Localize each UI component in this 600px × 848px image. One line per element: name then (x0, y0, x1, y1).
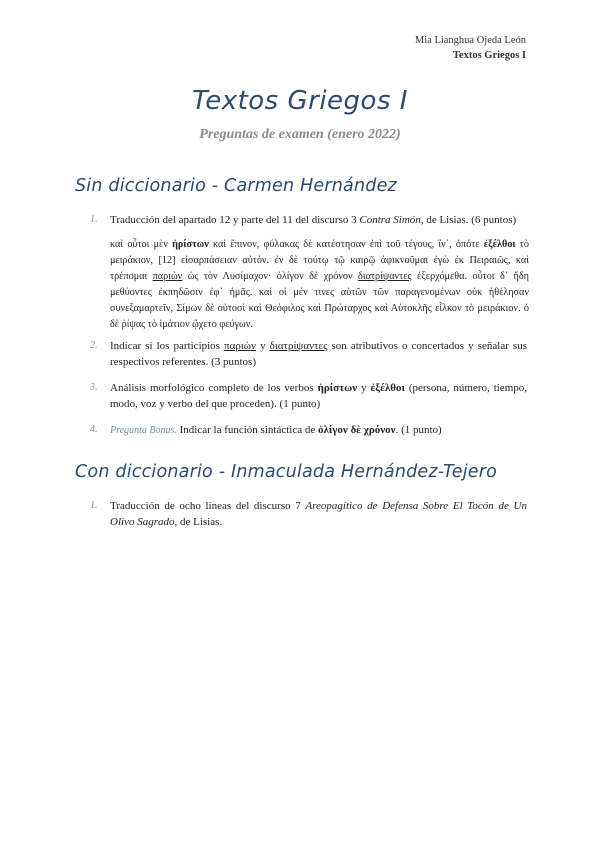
question-text (110, 422, 527, 439)
question-1 (90, 212, 527, 228)
greek-underlined: παριὼν (224, 340, 257, 352)
question-text-part: . (1 punto) (395, 424, 442, 436)
question-text-part: son atributivos o concertados y señalar sus respectivos referentes. (3 puntos) (110, 340, 527, 368)
question-2 (90, 338, 527, 370)
question-text-part: Traducción de ocho líneas del discurso 7 (110, 500, 306, 512)
question-number: 1. (90, 214, 98, 225)
greek-text: καὶ οὗτοι μὲν (110, 239, 173, 250)
question-text (110, 212, 527, 228)
question-text-part: y (256, 340, 270, 352)
greek-underlined: διατρίψαντες (269, 340, 328, 352)
greek-highlight: ὀλίγον δὲ χρόνον (317, 424, 396, 436)
greek-highlight: ἠρίστων (317, 382, 358, 394)
question-3 (90, 380, 527, 412)
question-text (110, 338, 527, 370)
course-name: Textos Griegos I (452, 50, 526, 61)
page-header (415, 33, 526, 63)
bonus-label: Pregunta Bonus. (110, 425, 177, 436)
greek-underlined: διατρίψαντες (358, 271, 412, 282)
question-text-part: , de Lisias. (174, 516, 223, 528)
greek-passage (110, 237, 529, 333)
question-text (110, 380, 527, 412)
question-text-part: y (357, 382, 371, 394)
greek-text: καὶ ἔπινον, φύλακας δὲ κατέστησαν ἐπὶ τοῦ τέγους, ἵν᾽, ὁπότε (208, 239, 484, 250)
greek-highlight: ἐξέλθοι (483, 239, 516, 250)
greek-highlight: ἐξέλθοι (370, 382, 405, 394)
greek-text: ἐξερχόμεθα. οὗτοι δ᾽ ἤδη μεθύοντες ἐκπηδῶσιν ἐφ᾽ ἡμᾶς. καὶ οἱ μέν τινες αὐτῶν τῶν παραγενομένων οὐκ ἠθέλησαν συνεξαμαρτεῖν, Σίμων δὲ οὑτοσὶ καὶ Θεόφιλος καὶ Πρώταρχος καὶ Αὐτοκλῆς εἷλκον τὸ μειράκιον. ὁ δὲ ῥίψας τὸ ἱμάτιον ᾤχετο φεύγων. (110, 271, 530, 330)
question-text-part: , de Lisias. (6 puntos) (420, 214, 517, 226)
greek-highlight: ἠρίστων (172, 239, 209, 250)
question-text (110, 498, 527, 530)
question-number: 3. (90, 382, 98, 393)
work-title: Areopagítico de Defensa Sobre El Tocón de Un Olivo Sagrado (110, 500, 527, 528)
question-text-part: Análisis morfológico completo de los verbos (110, 382, 318, 394)
greek-underlined: παριὼν (152, 271, 183, 282)
author-name: Mia Lianghua Ojeda León (414, 35, 526, 46)
question-text-part: Indicar la función sintáctica de (176, 424, 318, 436)
question-number: 2. (90, 340, 98, 351)
question-text-part: (persona, número, tiempo, modo, voz y verbo del que proceden). (1 punto) (110, 382, 527, 410)
greek-text: τὸ μειράκιον, [12] εἰσαρπάσειαν αὐτόν. ἐν δὲ τούτῳ τῷ καιρῷ ἀφικνοῦμαι ἐγὼ ἐκ Πειραιῶς, καὶ τρέπομαι (110, 239, 529, 282)
section-title-sin-diccionario: Sin diccionario - Carmen Hernández (75, 176, 397, 196)
question-2-1 (90, 498, 527, 530)
work-title: Contra Simón (359, 214, 421, 226)
document-subtitle: Preguntas de examen (enero 2022) (199, 127, 401, 142)
question-number: 4. (90, 424, 98, 435)
section-title-con-diccionario: Con diccionario - Inmaculada Hernández-Tejero (75, 462, 498, 482)
question-4-bonus (90, 422, 527, 439)
greek-text: ὡς τὸν Λυσίμαχον· ὀλίγον δὲ χρόνον (182, 271, 359, 282)
question-text-part: Traducción del apartado 12 y parte del 11 del discurso 3 (110, 214, 360, 226)
question-text-part: Indicar si los participios (110, 340, 225, 352)
document-title: Textos Griegos I (192, 86, 408, 116)
question-number: 1. (90, 500, 98, 511)
